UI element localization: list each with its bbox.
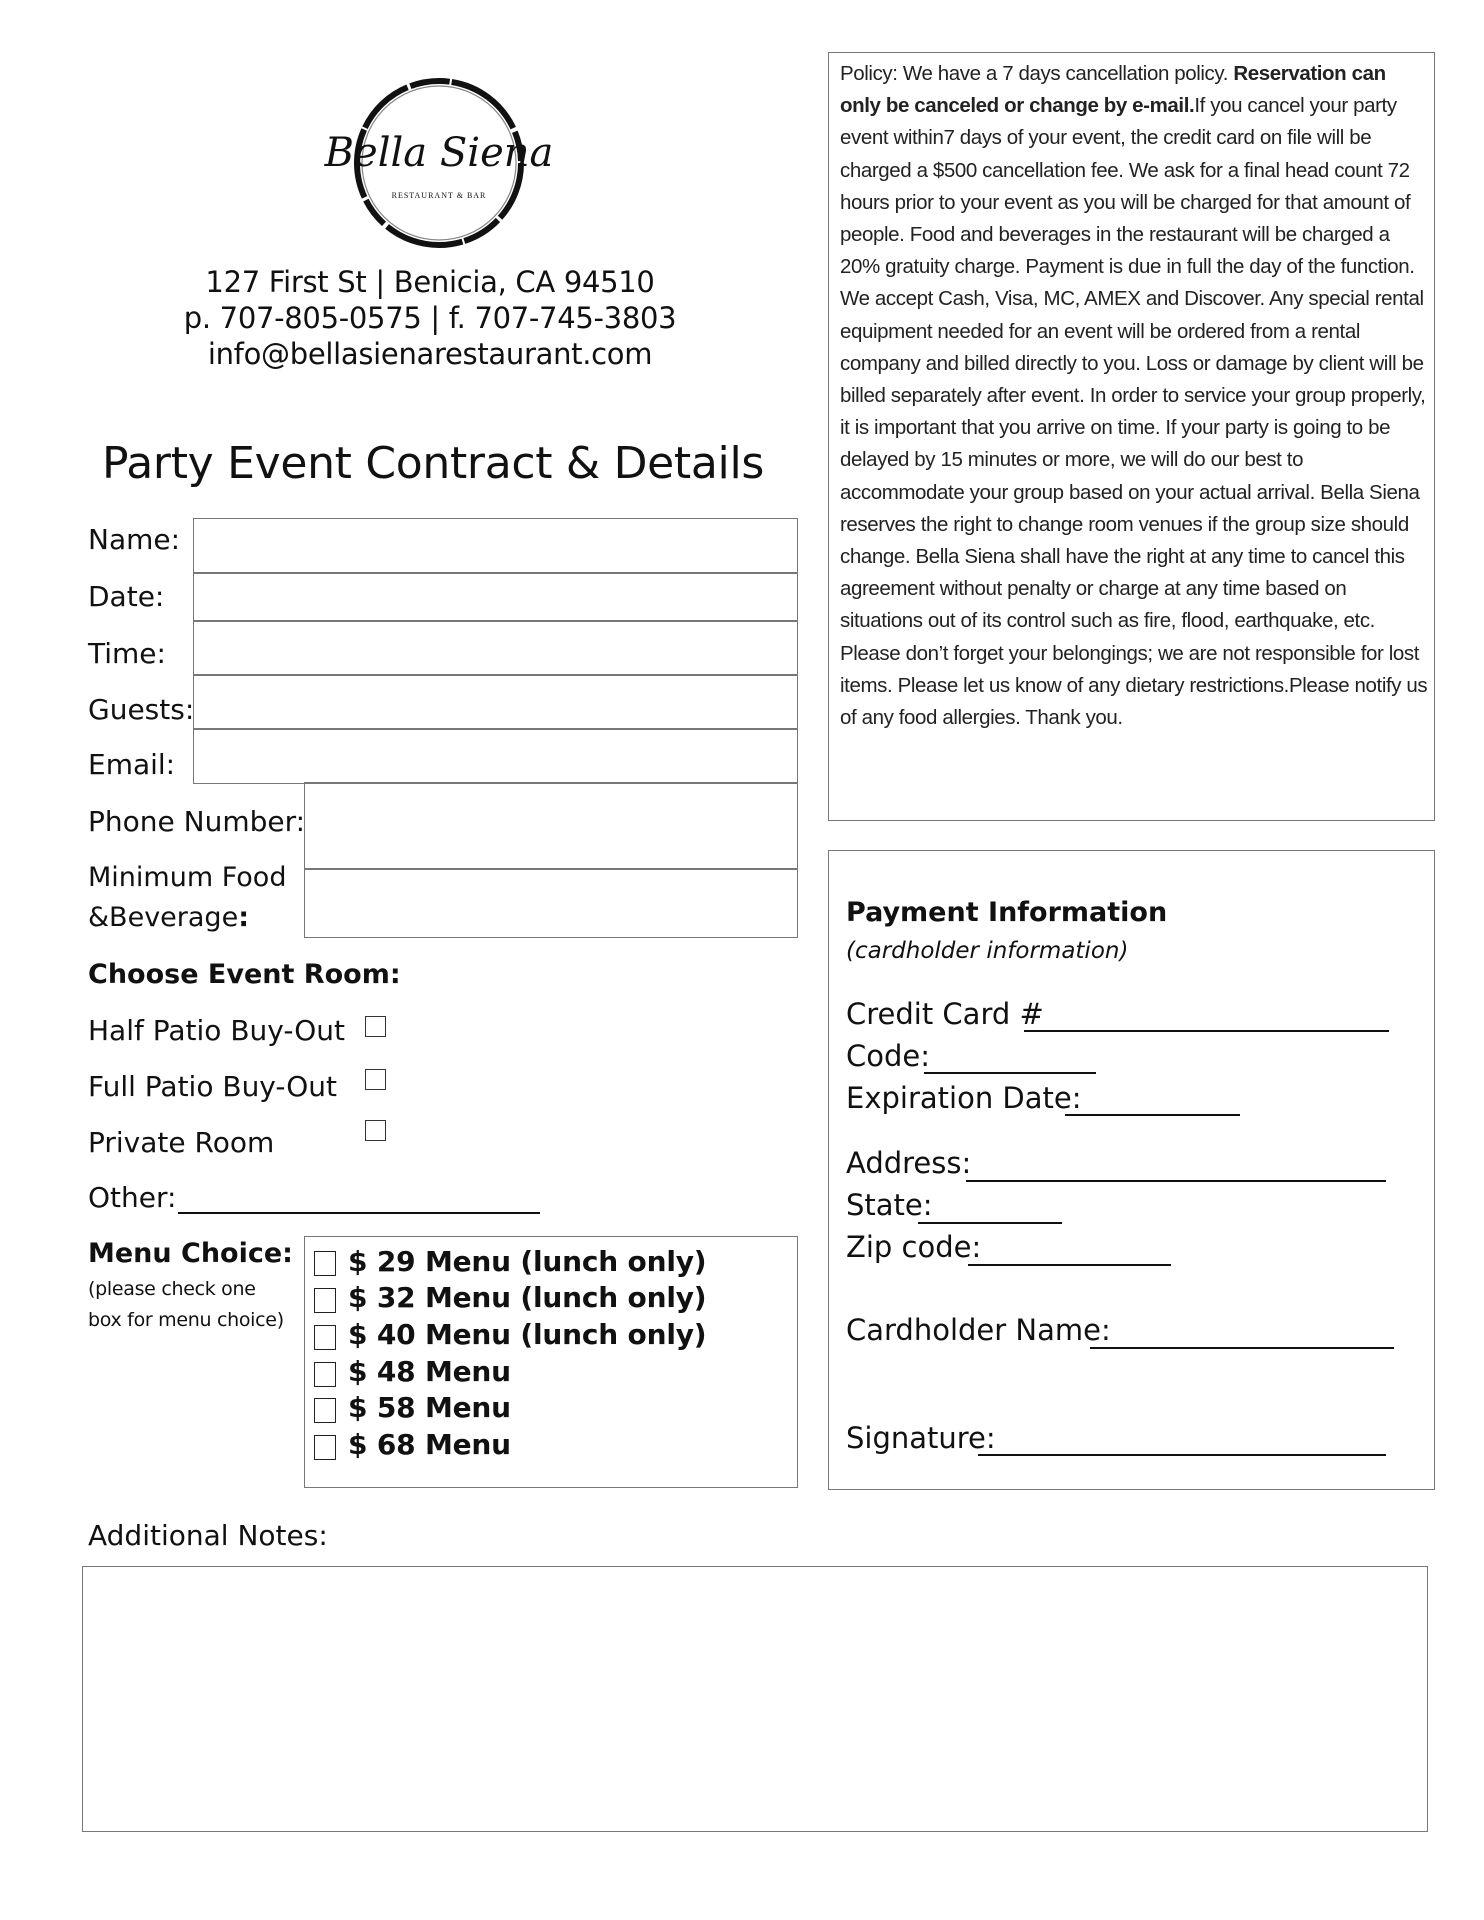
guests-label: Guests: (88, 693, 195, 726)
menu-choice-heading: Menu Choice: (88, 1238, 293, 1269)
menu-note-2: box for menu choice) (88, 1309, 284, 1331)
menu-32-checkbox[interactable] (314, 1288, 336, 1313)
signature-label: Signature: (846, 1421, 996, 1455)
zip-label: Zip code: (846, 1230, 982, 1264)
expiration-field[interactable] (1065, 1114, 1240, 1116)
cardholder-name-field[interactable] (1090, 1347, 1394, 1349)
event-room-heading: Choose Event Room: (88, 959, 401, 990)
full-patio-checkbox[interactable] (365, 1069, 386, 1090)
cardholder-name-label: Cardholder Name: (846, 1313, 1111, 1347)
menu-29-checkbox[interactable] (314, 1251, 336, 1276)
code-label: Code: (846, 1039, 931, 1073)
menu-note-1: (please check one (88, 1278, 256, 1300)
expiration-label: Expiration Date: (846, 1081, 1082, 1115)
phone-label: Phone Number: (88, 805, 306, 838)
signature-field[interactable] (978, 1454, 1386, 1456)
phone-fax-line: p. 707-805-0575 | f. 707-745-3803 (183, 301, 677, 335)
menu-option-48: $ 48 Menu (348, 1355, 511, 1388)
menu-option-40: $ 40 Menu (lunch only) (348, 1318, 707, 1351)
state-label: State: (846, 1188, 933, 1222)
payment-heading: Payment Information (846, 897, 1168, 928)
menu-58-checkbox[interactable] (314, 1398, 336, 1423)
room-option-half-patio: Half Patio Buy-Out (88, 1014, 346, 1047)
date-field[interactable] (193, 572, 798, 622)
credit-card-label: Credit Card # (846, 997, 1044, 1031)
menu-option-29: $ 29 Menu (lunch only) (348, 1245, 707, 1278)
min-food-label-2: &Beverage: (88, 902, 249, 933)
name-field[interactable] (193, 518, 798, 574)
private-room-checkbox[interactable] (365, 1120, 386, 1141)
address-line: 127 First St | Benicia, CA 94510 (205, 265, 655, 299)
address-field[interactable] (966, 1180, 1386, 1182)
time-field[interactable] (193, 620, 798, 676)
room-option-full-patio: Full Patio Buy-Out (88, 1070, 338, 1103)
restaurant-logo (324, 74, 554, 252)
logo-subtitle: RESTAURANT & BAR (391, 191, 487, 200)
additional-notes-label: Additional Notes: (88, 1519, 328, 1552)
other-field[interactable] (178, 1212, 540, 1214)
zip-field[interactable] (968, 1264, 1171, 1266)
min-food-label-1: Minimum Food (88, 862, 287, 893)
time-label: Time: (88, 637, 166, 670)
menu-option-32: $ 32 Menu (lunch only) (348, 1281, 707, 1314)
phone-field[interactable] (304, 782, 798, 870)
min-food-field[interactable] (304, 868, 798, 938)
page-title: Party Event Contract & Details (102, 438, 765, 489)
menu-68-checkbox[interactable] (314, 1435, 336, 1460)
additional-notes-field[interactable] (82, 1566, 1428, 1832)
menu-40-checkbox[interactable] (314, 1325, 336, 1350)
state-field[interactable] (918, 1222, 1062, 1224)
half-patio-checkbox[interactable] (365, 1016, 386, 1037)
email-label: Email: (88, 748, 176, 781)
email-field[interactable] (193, 728, 798, 784)
code-field[interactable] (924, 1072, 1096, 1074)
payment-subheading: (cardholder information) (846, 938, 1129, 964)
menu-48-checkbox[interactable] (314, 1362, 336, 1387)
address-label: Address: (846, 1146, 972, 1180)
email-line: info@bellasienarestaurant.com (207, 337, 653, 371)
guests-field[interactable] (193, 674, 798, 730)
logo-wordmark: Bella Siena (324, 130, 554, 176)
credit-card-field[interactable] (1024, 1030, 1389, 1032)
other-label: Other: (88, 1181, 177, 1214)
date-label: Date: (88, 580, 165, 613)
room-option-private: Private Room (88, 1126, 275, 1159)
policy-text: Policy: We have a 7 days cancellation policy. Reservation can only be canceled or change by e-mail.If you cancel your party event within7 days of your event, the credit card on file will be charged a $500 cancellation fee. We ask for a final head count 72 hours prior to your event as you will be charged for that amount of people. Food and beverages in the restaurant will be charged a 20% gratuity charge. Payment is due in full the day of the function. We accept Cash, Visa, MC, AMEX and Discover. Any special rental equipment needed for an event will be ordered from a rental company and billed directly to you. Loss or damage by client will be billed separately after event. In order to service your group properly, it is important that you arrive on time. If your party is going to be delayed by 15 minutes or more, we will do our best to accommodate your group based on your actual arrival. Bella Siena reserves the right to change room venues if the group size should change. Bella Siena shall have the right at any time to cancel this agreement without penalty or charge at any time based on situations out of its control such as fire, flood, earthquake, etc. Please don’t forget your belongings; we are not responsible for lost items. Please let us know of any dietary restrictions.Please notify us of any food allergies. Thank you. (840, 62, 1428, 730)
menu-option-68: $ 68 Menu (348, 1428, 511, 1461)
menu-option-58: $ 58 Menu (348, 1391, 511, 1424)
name-label: Name: (88, 523, 181, 556)
